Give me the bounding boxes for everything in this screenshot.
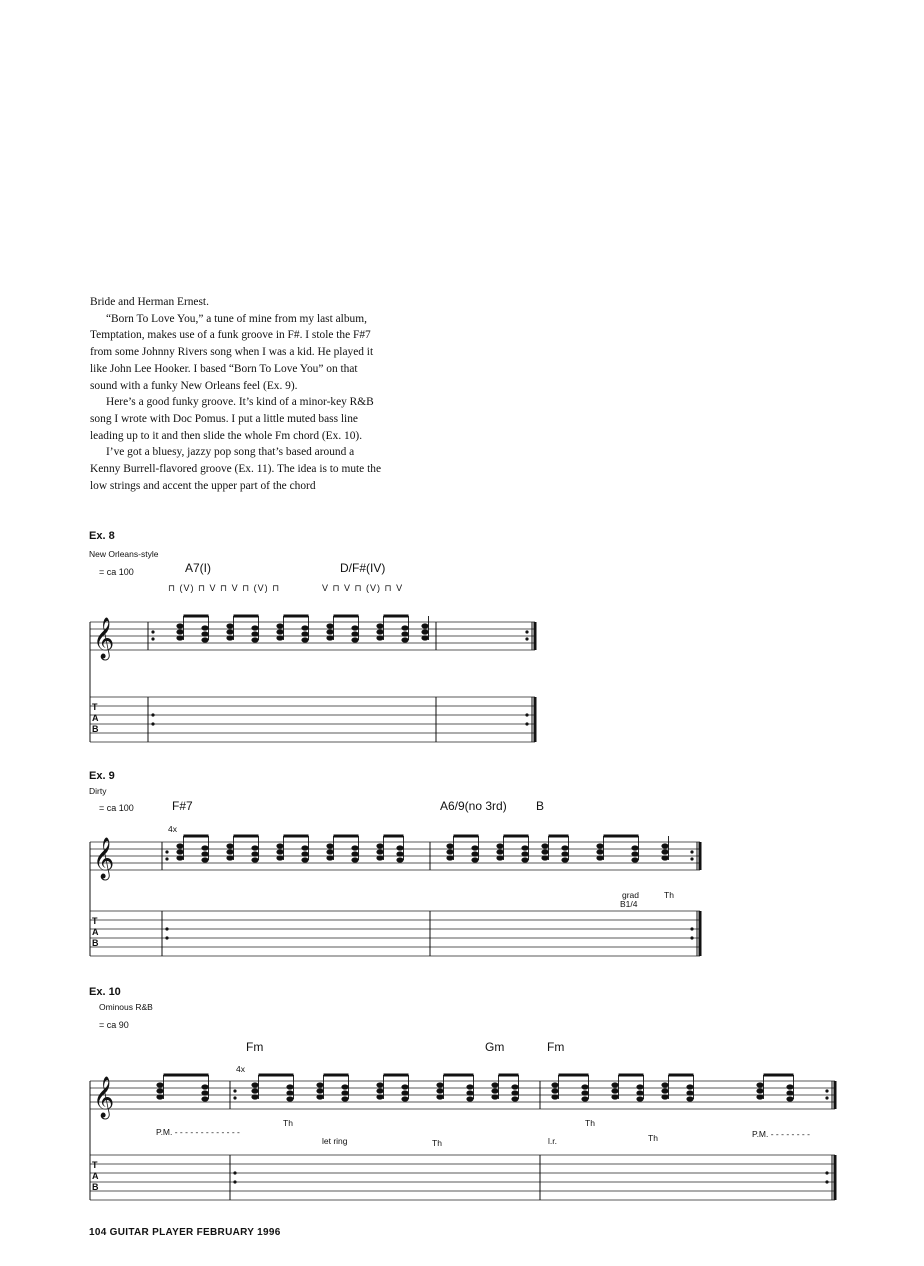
ex10-note-head xyxy=(786,1084,793,1089)
ex9-note-head xyxy=(561,845,568,850)
repeat-dot xyxy=(525,630,528,633)
ex10-note-head xyxy=(201,1090,208,1095)
repeat-dot xyxy=(165,850,168,853)
ex8-note-head xyxy=(226,635,233,640)
ex10-note-head xyxy=(611,1094,618,1099)
ex9-note-head xyxy=(631,845,638,850)
ex8-note-head xyxy=(226,629,233,634)
ex10-note-head xyxy=(156,1094,163,1099)
repeat-dot xyxy=(151,722,154,725)
ex10-repeat-count: 4x xyxy=(236,1064,245,1074)
ex8-note-head xyxy=(176,629,183,634)
ex8-note-head xyxy=(421,629,428,634)
ex8-note-head xyxy=(276,623,283,628)
ex9-note-head xyxy=(276,843,283,848)
repeat-dot xyxy=(825,1180,828,1183)
ex8-note-head xyxy=(251,625,258,630)
article-paragraph: “Born To Love You,” a tune of mine from my last album, Temptation, makes use of a funk groove in F#. I stole the F#7 from some Johnny Rivers song when I was a kid. He played it like John Lee Hooker. I based “Born To Love You” on that sound with a funky New Orleans feel (Ex. 9). xyxy=(90,312,374,392)
ex9-note-head xyxy=(661,855,668,860)
repeat-dot xyxy=(525,713,528,716)
ex9-grad: grad xyxy=(622,890,640,900)
ex9-note-head xyxy=(176,855,183,860)
ex10-note-head xyxy=(466,1096,473,1101)
ex9-note-head xyxy=(201,845,208,850)
ex10-note-head xyxy=(286,1096,293,1101)
ex10-note-head xyxy=(636,1090,643,1095)
ex9-note-head xyxy=(471,845,478,850)
ex10-note-head xyxy=(661,1094,668,1099)
ex9-chord-a69: A6/9(no 3rd) xyxy=(440,799,507,813)
ex8-note-head xyxy=(276,635,283,640)
repeat-dot xyxy=(233,1180,236,1183)
ex10-note-head xyxy=(251,1082,258,1087)
ex9-note-head xyxy=(596,855,603,860)
repeat-dot xyxy=(690,850,693,853)
ex10-note-head xyxy=(581,1090,588,1095)
ex9-note-head xyxy=(351,845,358,850)
ex10-note-head xyxy=(636,1084,643,1089)
ex10-note-head xyxy=(466,1084,473,1089)
ex10-note-head xyxy=(511,1096,518,1101)
ex9-note-head xyxy=(176,843,183,848)
ex9-note-head xyxy=(276,849,283,854)
ex10-note-head xyxy=(401,1090,408,1095)
ex10-note-head xyxy=(686,1090,693,1095)
ex9-note-head xyxy=(561,851,568,856)
ex10-note-head xyxy=(341,1096,348,1101)
ex8-note-head xyxy=(351,637,358,642)
ex10-note-head xyxy=(661,1082,668,1087)
repeat-dot xyxy=(151,630,154,633)
ex8-note-head xyxy=(351,625,358,630)
ex10-note-head xyxy=(401,1084,408,1089)
ex10-note-head xyxy=(376,1082,383,1087)
ex9-note-head xyxy=(541,843,548,848)
repeat-dot xyxy=(825,1096,828,1099)
ex9-note-head xyxy=(376,843,383,848)
ex9-note-head xyxy=(251,851,258,856)
ex10-note-head xyxy=(251,1088,258,1093)
treble-clef: 𝄞 xyxy=(93,1077,115,1118)
ex9-tempo: = ca 100 xyxy=(99,803,134,813)
ex9-note-head xyxy=(226,855,233,860)
ex9-note-head xyxy=(496,849,503,854)
article-paragraph: Bride and Herman Ernest. xyxy=(90,296,209,308)
repeat-dot xyxy=(165,857,168,860)
repeat-dot xyxy=(233,1171,236,1174)
ex8-tempo: = ca 100 xyxy=(99,567,134,577)
ex9-note-head xyxy=(326,849,333,854)
ex9-note-head xyxy=(596,843,603,848)
ex9-note-head xyxy=(301,851,308,856)
ex8-note-head xyxy=(351,631,358,636)
ex10-tempo: = ca 90 xyxy=(99,1020,129,1030)
repeat-dot xyxy=(233,1089,236,1092)
ex9-note-head xyxy=(276,855,283,860)
ex10-label: Ex. 10 xyxy=(89,986,121,998)
article-paragraph: I’ve got a bluesy, jazzy pop song that’s based around a Kenny Burrell-flavored groove (Ex. 11). The idea is to mute the low strings and accent the upper part of the chord xyxy=(90,446,382,492)
ex8-style: New Orleans-style xyxy=(89,549,159,559)
ex9-note-head xyxy=(521,851,528,856)
repeat-dot xyxy=(165,936,168,939)
ex8-note-head xyxy=(201,625,208,630)
ex8-note-head xyxy=(376,629,383,634)
ex8-note-head xyxy=(201,637,208,642)
repeat-dot xyxy=(690,936,693,939)
repeat-dot xyxy=(690,927,693,930)
ex9-note-head xyxy=(396,857,403,862)
ex10-style: Ominous R&B xyxy=(99,1002,153,1012)
ex9-note-head xyxy=(446,843,453,848)
tab-letter: B xyxy=(92,724,99,734)
ex8-note-head xyxy=(376,623,383,628)
ex9-note-head xyxy=(521,857,528,862)
ex10-note-head xyxy=(376,1088,383,1093)
ex10-note-head xyxy=(376,1094,383,1099)
ex8-note-head xyxy=(326,629,333,634)
ex9-note-head xyxy=(251,857,258,862)
ex9-note-head xyxy=(471,857,478,862)
ex8-chord-dfsharp: D/F#(IV) xyxy=(340,561,386,575)
ex10-note-head xyxy=(341,1084,348,1089)
ex8-note-head xyxy=(326,623,333,628)
page-footer: 104 GUITAR PLAYER FEBRUARY 1996 xyxy=(89,1227,281,1238)
ex9-note-head xyxy=(631,857,638,862)
ex8-picking-2: V ⊓ V ⊓ (V) ⊓ V xyxy=(322,583,404,593)
ex10-note-head xyxy=(686,1084,693,1089)
ex9-note-head xyxy=(226,849,233,854)
ex8-note-head xyxy=(176,635,183,640)
ex9-note-head xyxy=(541,849,548,854)
ex9-note-head xyxy=(201,851,208,856)
ex10-note-head xyxy=(286,1084,293,1089)
repeat-dot xyxy=(233,1096,236,1099)
ex9-note-head xyxy=(351,851,358,856)
ex9-note-head xyxy=(596,849,603,854)
ex10-note-head xyxy=(436,1088,443,1093)
ex10-thumb-3: Th xyxy=(585,1118,595,1128)
ex10-note-head xyxy=(511,1084,518,1089)
repeat-dot xyxy=(151,637,154,640)
repeat-dot xyxy=(525,722,528,725)
ex8-note-head xyxy=(276,629,283,634)
repeat-dot xyxy=(690,857,693,860)
treble-clef: 𝄞 xyxy=(93,838,115,879)
ex10-thumb-4: Th xyxy=(648,1133,658,1143)
ex8-note-head xyxy=(376,635,383,640)
ex9-note-head xyxy=(661,849,668,854)
ex10-note-head xyxy=(341,1090,348,1095)
ex8-note-head xyxy=(226,623,233,628)
ex9-style: Dirty xyxy=(89,786,107,796)
ex10-note-head xyxy=(551,1082,558,1087)
tab-letter: A xyxy=(92,1171,99,1181)
ex9-repeat-count: 4x xyxy=(168,824,177,834)
ex10-let-ring: let ring xyxy=(322,1136,348,1146)
ex9-note-head xyxy=(301,845,308,850)
ex9-chord-fsharp7: F#7 xyxy=(172,799,193,813)
ex9-note-head xyxy=(396,845,403,850)
ex10-note-head xyxy=(786,1096,793,1101)
ex10-note-head xyxy=(756,1082,763,1087)
ex9-note-head xyxy=(446,849,453,854)
ex9-note-head xyxy=(471,851,478,856)
ex10-note-head xyxy=(756,1088,763,1093)
ex9-note-head xyxy=(201,857,208,862)
ex10-note-head xyxy=(581,1096,588,1101)
ex8-note-head xyxy=(401,625,408,630)
ex9-note-head xyxy=(561,857,568,862)
ex9-chord-b: B xyxy=(536,799,545,813)
ex9-note-head xyxy=(176,849,183,854)
ex10-chord-fm: Fm xyxy=(246,1040,264,1054)
ex10-note-head xyxy=(551,1094,558,1099)
repeat-dot xyxy=(825,1089,828,1092)
ex9-note-head xyxy=(326,843,333,848)
notes xyxy=(156,616,793,1102)
ex8-note-head xyxy=(201,631,208,636)
repeat-dot xyxy=(165,927,168,930)
article-paragraph: Here’s a good funky groove. It’s kind of a minor-key R&B song I wrote with Doc Pomus. I put a little muted bass line leading up to it and then slide the whole Fm chord (Ex. 10). xyxy=(90,396,374,442)
ex9-note-head xyxy=(351,857,358,862)
tab-letter: T xyxy=(92,916,98,926)
ex9-note-head xyxy=(631,851,638,856)
ex10-note-head xyxy=(686,1096,693,1101)
ex9-note-head xyxy=(661,843,668,848)
ex10-note-head xyxy=(636,1096,643,1101)
ex10-note-head xyxy=(466,1090,473,1095)
ex10-palm-mute-1: P.M. - - - - - - - - - - - - - xyxy=(156,1127,240,1137)
ex10-note-head xyxy=(316,1088,323,1093)
tab-letter: T xyxy=(92,1160,98,1170)
ex10-note-head xyxy=(756,1094,763,1099)
ex8-picking-1: ⊓ (V) ⊓ V ⊓ V ⊓ (V) ⊓ xyxy=(168,583,281,593)
repeat-dot xyxy=(525,637,528,640)
ex9-note-head xyxy=(521,845,528,850)
ex10-note-head xyxy=(491,1088,498,1093)
ex10-note-head xyxy=(551,1088,558,1093)
tab-letter: B xyxy=(92,938,99,948)
ex10-note-head xyxy=(201,1084,208,1089)
ex10-note-head xyxy=(251,1094,258,1099)
ex10-note-head xyxy=(661,1088,668,1093)
ex9-bend: B1/4 xyxy=(620,899,638,909)
ex10-note-head xyxy=(401,1096,408,1101)
ex10-chord-fm-2: Fm xyxy=(547,1040,565,1054)
ex10-lr: l.r. xyxy=(548,1136,557,1146)
ex10-note-head xyxy=(611,1082,618,1087)
ex10-note-head xyxy=(156,1082,163,1087)
ex10-chord-gm: Gm xyxy=(485,1040,505,1054)
ex9-note-head xyxy=(251,845,258,850)
ex10-note-head xyxy=(581,1084,588,1089)
ex8-chord-a7: A7(I) xyxy=(185,561,212,575)
ex8-note-head xyxy=(251,637,258,642)
ex10-note-head xyxy=(611,1088,618,1093)
ex9-note-head xyxy=(496,843,503,848)
ex9-note-head xyxy=(496,855,503,860)
ex8-note-head xyxy=(301,631,308,636)
ex10-note-head xyxy=(511,1090,518,1095)
ex10-thumb-2: Th xyxy=(432,1138,442,1148)
ex8-note-head xyxy=(326,635,333,640)
ex8-note-head xyxy=(401,637,408,642)
ex8-note-head xyxy=(421,623,428,628)
ex9-label: Ex. 9 xyxy=(89,770,115,782)
ex8-note-head xyxy=(401,631,408,636)
ex8-note-head xyxy=(301,625,308,630)
repeat-dot xyxy=(151,713,154,716)
ex8-note-head xyxy=(301,637,308,642)
tab-letter: T xyxy=(92,702,98,712)
ex10-thumb-1: Th xyxy=(283,1118,293,1128)
ex10-note-head xyxy=(436,1094,443,1099)
ex10-note-head xyxy=(156,1088,163,1093)
ex10-palm-mute-2: P.M. - - - - - - - - xyxy=(752,1129,810,1139)
ex10-note-head xyxy=(491,1094,498,1099)
ex8-note-head xyxy=(176,623,183,628)
ex9-note-head xyxy=(326,855,333,860)
ex9-note-head xyxy=(541,855,548,860)
ex10-note-head xyxy=(491,1082,498,1087)
ex8-note-head xyxy=(251,631,258,636)
ex10-note-head xyxy=(786,1090,793,1095)
tab-letter: A xyxy=(92,927,99,937)
ex8-note-head xyxy=(421,635,428,640)
ex9-note-head xyxy=(446,855,453,860)
ex8-label: Ex. 8 xyxy=(89,530,115,542)
tab-letter: B xyxy=(92,1182,99,1192)
staff-lines xyxy=(90,617,835,1200)
tab-letter: A xyxy=(92,713,99,723)
ex10-note-head xyxy=(201,1096,208,1101)
ex10-note-head xyxy=(286,1090,293,1095)
ex9-thumb: Th xyxy=(664,890,674,900)
ex9-note-head xyxy=(376,849,383,854)
ex10-note-head xyxy=(316,1094,323,1099)
ex9-note-head xyxy=(226,843,233,848)
ex9-note-head xyxy=(301,857,308,862)
repeat-dot xyxy=(825,1171,828,1174)
ex10-note-head xyxy=(436,1082,443,1087)
ex9-note-head xyxy=(396,851,403,856)
ex9-note-head xyxy=(376,855,383,860)
ex10-note-head xyxy=(316,1082,323,1087)
treble-clef: 𝄞 xyxy=(93,618,115,659)
